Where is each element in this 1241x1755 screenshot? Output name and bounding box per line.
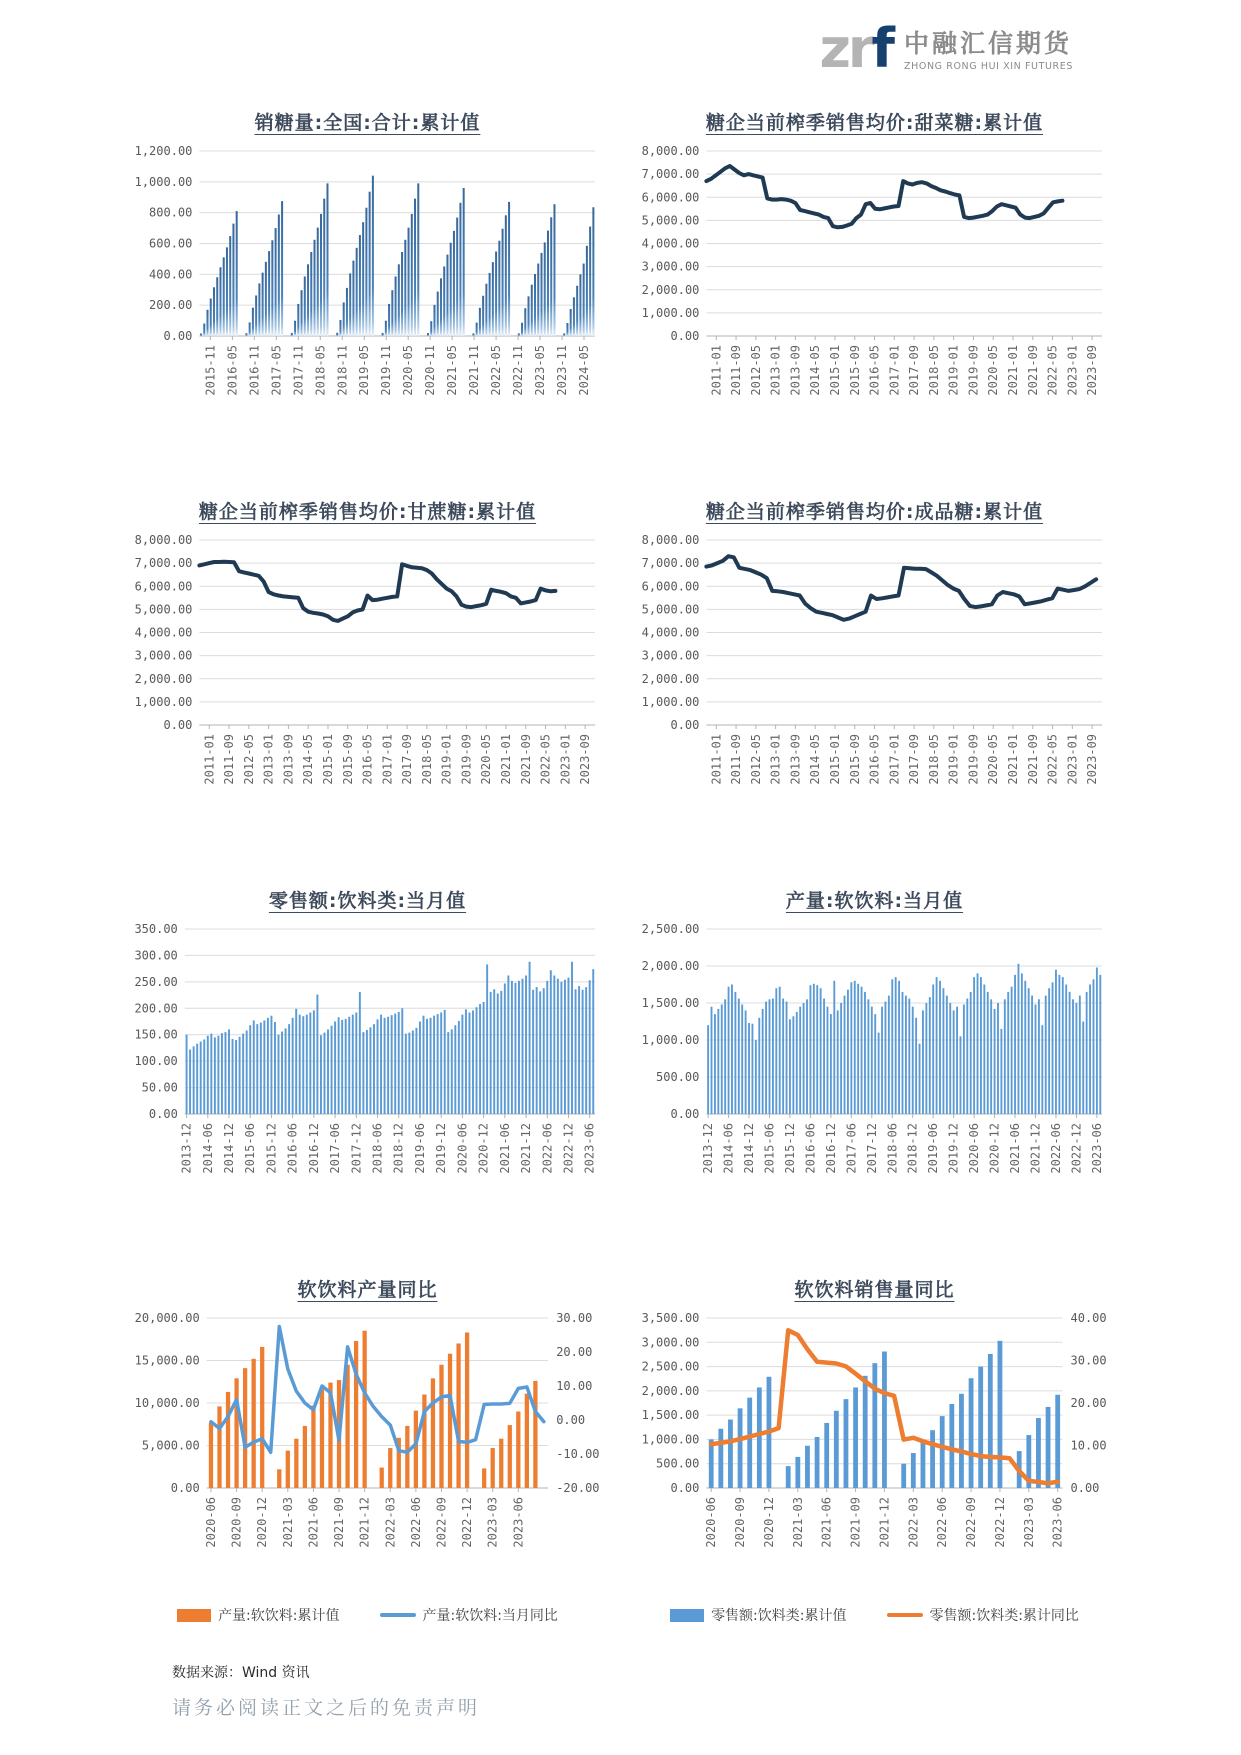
svg-text:5,000.00: 5,000.00 bbox=[141, 1438, 200, 1453]
svg-text:20.00: 20.00 bbox=[556, 1345, 593, 1359]
svg-text:2020-12: 2020-12 bbox=[476, 1123, 491, 1174]
svg-text:1,200.00: 1,200.00 bbox=[134, 144, 193, 158]
chart-soft-drink-output-monthly bbox=[633, 886, 1116, 1209]
chart-svg-5 bbox=[633, 917, 1116, 1209]
svg-text:2020-12: 2020-12 bbox=[761, 1497, 776, 1548]
svg-text:2022-06: 2022-06 bbox=[1048, 1123, 1063, 1174]
svg-text:2014-06: 2014-06 bbox=[200, 1123, 215, 1174]
chart-canvas bbox=[633, 1306, 1116, 1625]
svg-text:5,000.00: 5,000.00 bbox=[641, 602, 700, 617]
chart-svg-2 bbox=[126, 528, 609, 820]
svg-text:2019-12: 2019-12 bbox=[946, 1123, 961, 1174]
svg-text:50.00: 50.00 bbox=[141, 1080, 178, 1095]
svg-text:2019-11: 2019-11 bbox=[379, 345, 394, 396]
chart-svg-7 bbox=[633, 1306, 1116, 1583]
svg-text:2011-09: 2011-09 bbox=[222, 734, 237, 785]
svg-text:2015-09: 2015-09 bbox=[847, 734, 862, 785]
legend-item bbox=[670, 1605, 846, 1625]
svg-text:0.00: 0.00 bbox=[170, 1481, 200, 1495]
svg-text:2023-09: 2023-09 bbox=[578, 734, 593, 785]
svg-text:2016-05: 2016-05 bbox=[360, 734, 375, 785]
svg-text:2,500.00: 2,500.00 bbox=[641, 922, 700, 936]
svg-text:1,000.00: 1,000.00 bbox=[641, 1432, 700, 1447]
svg-text:2021-06: 2021-06 bbox=[306, 1497, 321, 1548]
svg-text:500.00: 500.00 bbox=[656, 1456, 700, 1471]
chart-svg-6 bbox=[126, 1306, 609, 1583]
svg-text:2014-05: 2014-05 bbox=[808, 734, 823, 785]
svg-text:2013-09: 2013-09 bbox=[281, 734, 296, 785]
svg-text:2021-03: 2021-03 bbox=[790, 1497, 805, 1548]
legend-rect-swatch bbox=[670, 1609, 704, 1622]
chart-beet-sugar-avg-price bbox=[633, 108, 1116, 431]
svg-text:3,000.00: 3,000.00 bbox=[641, 259, 700, 274]
svg-text:2023-01: 2023-01 bbox=[1065, 345, 1080, 396]
legend-label: 零售额:饮料类:累计同比 bbox=[929, 1608, 1079, 1624]
svg-text:500.00: 500.00 bbox=[656, 1070, 700, 1084]
svg-text:-10.00: -10.00 bbox=[556, 1447, 600, 1461]
svg-text:2019-06: 2019-06 bbox=[926, 1123, 941, 1174]
svg-text:2020-09: 2020-09 bbox=[733, 1497, 748, 1548]
svg-text:250.00: 250.00 bbox=[134, 974, 178, 989]
svg-text:7,000.00: 7,000.00 bbox=[641, 556, 700, 571]
svg-text:2021-03: 2021-03 bbox=[280, 1497, 295, 1548]
svg-text:2018-12: 2018-12 bbox=[391, 1123, 406, 1174]
svg-text:6,000.00: 6,000.00 bbox=[641, 190, 700, 205]
svg-text:2021-12: 2021-12 bbox=[519, 1123, 534, 1174]
svg-text:2022-09: 2022-09 bbox=[964, 1497, 979, 1548]
svg-text:1,000.00: 1,000.00 bbox=[641, 305, 700, 320]
svg-text:7,000.00: 7,000.00 bbox=[134, 556, 193, 571]
svg-text:2021-09: 2021-09 bbox=[1025, 345, 1040, 396]
svg-text:2022-05: 2022-05 bbox=[489, 345, 504, 396]
chart-refined-sugar-avg-price bbox=[633, 497, 1116, 820]
svg-text:2016-12: 2016-12 bbox=[306, 1123, 321, 1174]
svg-text:2019-06: 2019-06 bbox=[412, 1123, 427, 1174]
svg-text:20,000.00: 20,000.00 bbox=[134, 1311, 200, 1325]
svg-text:2019-01: 2019-01 bbox=[946, 734, 961, 785]
svg-text:2018-12: 2018-12 bbox=[905, 1123, 920, 1174]
svg-text:2011-09: 2011-09 bbox=[729, 734, 744, 785]
svg-text:2020-11: 2020-11 bbox=[423, 345, 438, 396]
svg-text:2022-12: 2022-12 bbox=[1069, 1123, 1084, 1174]
svg-text:2023-06: 2023-06 bbox=[1089, 1123, 1104, 1174]
svg-text:2014-12: 2014-12 bbox=[222, 1123, 237, 1174]
svg-text:2016-12: 2016-12 bbox=[823, 1123, 838, 1174]
chart-sugar-sales-cumulative bbox=[126, 108, 609, 431]
svg-text:7,000.00: 7,000.00 bbox=[641, 167, 700, 182]
svg-text:2019-01: 2019-01 bbox=[946, 345, 961, 396]
legend-label: 零售额:饮料类:累计值 bbox=[711, 1608, 847, 1624]
data-source-text: 数据来源：Wind 资讯 bbox=[172, 1665, 310, 1681]
svg-text:2023-01: 2023-01 bbox=[558, 734, 573, 785]
svg-text:0.00: 0.00 bbox=[670, 1481, 700, 1495]
svg-text:2021-11: 2021-11 bbox=[467, 345, 482, 396]
chart-legend bbox=[633, 1605, 1116, 1625]
svg-text:2,000.00: 2,000.00 bbox=[641, 1383, 700, 1398]
disclaimer-text: 请务必阅读正文之后的免责声明 bbox=[172, 1697, 481, 1719]
svg-text:2020-06: 2020-06 bbox=[455, 1123, 470, 1174]
chart-svg-4 bbox=[126, 917, 609, 1209]
svg-text:30.00: 30.00 bbox=[556, 1311, 593, 1325]
chart-canvas bbox=[633, 917, 1116, 1209]
svg-text:2022-05: 2022-05 bbox=[1045, 734, 1060, 785]
svg-text:800.00: 800.00 bbox=[149, 205, 193, 220]
legend-rect-swatch bbox=[177, 1609, 211, 1622]
chart-canvas bbox=[633, 528, 1116, 820]
svg-text:6,000.00: 6,000.00 bbox=[134, 579, 193, 594]
company-name-en: ZHONG RONG HUI XIN FUTURES bbox=[904, 60, 1073, 72]
chart-cane-sugar-avg-price bbox=[126, 497, 609, 820]
svg-text:2015-01: 2015-01 bbox=[827, 734, 842, 785]
svg-text:5,000.00: 5,000.00 bbox=[134, 602, 193, 617]
svg-text:2017-06: 2017-06 bbox=[844, 1123, 859, 1174]
legend-item bbox=[887, 1605, 1079, 1625]
svg-text:2018-05: 2018-05 bbox=[419, 734, 434, 785]
svg-text:2017-09: 2017-09 bbox=[907, 734, 922, 785]
svg-text:2011-01: 2011-01 bbox=[709, 345, 724, 396]
svg-text:2019-09: 2019-09 bbox=[966, 734, 981, 785]
svg-text:2015-09: 2015-09 bbox=[847, 345, 862, 396]
svg-text:2023-05: 2023-05 bbox=[533, 345, 548, 396]
svg-text:10,000.00: 10,000.00 bbox=[134, 1396, 200, 1410]
svg-text:2013-09: 2013-09 bbox=[788, 734, 803, 785]
svg-text:1,000.00: 1,000.00 bbox=[134, 174, 193, 189]
svg-text:0.00: 0.00 bbox=[148, 1107, 178, 1121]
svg-text:2023-03: 2023-03 bbox=[485, 1497, 500, 1548]
svg-text:0.00: 0.00 bbox=[556, 1413, 586, 1427]
logo-zr-text: zr bbox=[819, 17, 872, 80]
svg-text:2019-12: 2019-12 bbox=[434, 1123, 449, 1174]
svg-text:10.00: 10.00 bbox=[556, 1379, 593, 1393]
svg-text:2012-05: 2012-05 bbox=[748, 734, 763, 785]
svg-text:2015-06: 2015-06 bbox=[243, 1123, 258, 1174]
logo-mark bbox=[819, 17, 893, 80]
chart-title: 产量:软饮料:当月值 bbox=[785, 890, 964, 912]
svg-text:2023-06: 2023-06 bbox=[511, 1497, 526, 1548]
svg-text:2021-12: 2021-12 bbox=[877, 1497, 892, 1548]
svg-text:2019-09: 2019-09 bbox=[459, 734, 474, 785]
svg-text:2018-05: 2018-05 bbox=[313, 345, 328, 396]
chart-canvas bbox=[126, 528, 609, 820]
svg-text:0.00: 0.00 bbox=[670, 718, 700, 732]
svg-text:2021-01: 2021-01 bbox=[498, 734, 513, 785]
chart-beverage-retail-monthly bbox=[126, 886, 609, 1209]
svg-text:0.00: 0.00 bbox=[1070, 1481, 1100, 1495]
svg-text:2018-06: 2018-06 bbox=[370, 1123, 385, 1174]
svg-text:2022-12: 2022-12 bbox=[561, 1123, 576, 1174]
svg-text:2021-09: 2021-09 bbox=[848, 1497, 863, 1548]
svg-text:15,000.00: 15,000.00 bbox=[134, 1353, 200, 1368]
svg-text:2017-06: 2017-06 bbox=[328, 1123, 343, 1174]
svg-text:2020-05: 2020-05 bbox=[479, 734, 494, 785]
svg-text:2023-03: 2023-03 bbox=[1021, 1497, 1036, 1548]
chart-legend bbox=[126, 1605, 609, 1625]
chart-canvas bbox=[126, 917, 609, 1209]
svg-text:2015-12: 2015-12 bbox=[782, 1123, 797, 1174]
svg-text:2017-12: 2017-12 bbox=[864, 1123, 879, 1174]
svg-text:400.00: 400.00 bbox=[149, 267, 193, 282]
logo-f-text: f bbox=[871, 17, 893, 80]
svg-text:2015-01: 2015-01 bbox=[827, 345, 842, 396]
svg-text:2020-06: 2020-06 bbox=[967, 1123, 982, 1174]
svg-text:2020-09: 2020-09 bbox=[229, 1497, 244, 1548]
svg-text:0.00: 0.00 bbox=[670, 329, 700, 343]
svg-text:150.00: 150.00 bbox=[134, 1027, 178, 1042]
svg-text:300.00: 300.00 bbox=[134, 948, 178, 963]
logo-names bbox=[904, 20, 1073, 72]
svg-text:2016-11: 2016-11 bbox=[247, 345, 262, 396]
svg-text:2021-09: 2021-09 bbox=[518, 734, 533, 785]
chart-soft-drink-output-yoy bbox=[126, 1275, 609, 1625]
svg-text:2016-06: 2016-06 bbox=[285, 1123, 300, 1174]
chart-canvas bbox=[126, 1306, 609, 1625]
svg-text:2021-06: 2021-06 bbox=[1008, 1123, 1023, 1174]
svg-text:2015-11: 2015-11 bbox=[203, 345, 218, 396]
svg-text:2016-05: 2016-05 bbox=[867, 345, 882, 396]
legend-line-swatch bbox=[887, 1613, 923, 1617]
svg-text:2018-06: 2018-06 bbox=[885, 1123, 900, 1174]
svg-text:10.00: 10.00 bbox=[1070, 1438, 1107, 1453]
chart-svg-3 bbox=[633, 528, 1116, 820]
svg-text:2019-05: 2019-05 bbox=[357, 345, 372, 396]
svg-text:1,500.00: 1,500.00 bbox=[641, 996, 700, 1010]
chart-canvas bbox=[126, 139, 609, 431]
svg-text:2022-03: 2022-03 bbox=[383, 1497, 398, 1548]
svg-text:2018-11: 2018-11 bbox=[335, 345, 350, 396]
svg-text:2021-12: 2021-12 bbox=[357, 1497, 372, 1548]
chart-canvas bbox=[633, 139, 1116, 431]
chart-svg-1 bbox=[633, 139, 1116, 431]
svg-text:4,000.00: 4,000.00 bbox=[641, 625, 700, 640]
svg-text:2011-01: 2011-01 bbox=[709, 734, 724, 785]
svg-text:2019-01: 2019-01 bbox=[439, 734, 454, 785]
svg-text:600.00: 600.00 bbox=[149, 236, 193, 251]
svg-text:0.00: 0.00 bbox=[163, 329, 193, 343]
svg-text:2019-09: 2019-09 bbox=[966, 345, 981, 396]
svg-text:2022-05: 2022-05 bbox=[1045, 345, 1060, 396]
company-name-cn: 中融汇信期货 bbox=[904, 29, 1073, 58]
svg-text:2020-12: 2020-12 bbox=[987, 1123, 1002, 1174]
chart-title: 糖企当前榨季销售均价:甜菜糖:累计值 bbox=[705, 112, 1044, 134]
svg-text:2014-05: 2014-05 bbox=[808, 345, 823, 396]
svg-text:2018-05: 2018-05 bbox=[926, 734, 941, 785]
svg-text:2,000.00: 2,000.00 bbox=[641, 959, 700, 973]
svg-text:2013-01: 2013-01 bbox=[261, 734, 276, 785]
svg-text:2017-01: 2017-01 bbox=[887, 734, 902, 785]
svg-text:2022-06: 2022-06 bbox=[540, 1123, 555, 1174]
company-logo bbox=[819, 17, 1073, 80]
svg-text:2023-01: 2023-01 bbox=[1065, 734, 1080, 785]
svg-text:2,000.00: 2,000.00 bbox=[641, 282, 700, 297]
svg-text:2023-06: 2023-06 bbox=[582, 1123, 597, 1174]
svg-text:8,000.00: 8,000.00 bbox=[641, 144, 700, 158]
svg-text:2020-05: 2020-05 bbox=[986, 734, 1001, 785]
svg-text:2011-01: 2011-01 bbox=[202, 734, 217, 785]
svg-text:2013-01: 2013-01 bbox=[768, 734, 783, 785]
svg-text:200.00: 200.00 bbox=[134, 1001, 178, 1016]
svg-text:1,500.00: 1,500.00 bbox=[641, 1408, 700, 1423]
svg-text:4,000.00: 4,000.00 bbox=[641, 236, 700, 251]
svg-text:2024-05: 2024-05 bbox=[577, 345, 592, 396]
svg-text:2023-09: 2023-09 bbox=[1085, 345, 1100, 396]
svg-text:2014-12: 2014-12 bbox=[742, 1123, 757, 1174]
svg-text:2017-09: 2017-09 bbox=[907, 345, 922, 396]
svg-text:2017-01: 2017-01 bbox=[380, 734, 395, 785]
chart-svg-0 bbox=[126, 139, 609, 431]
svg-text:3,000.00: 3,000.00 bbox=[134, 648, 193, 663]
svg-text:2021-06: 2021-06 bbox=[819, 1497, 834, 1548]
svg-text:2020-06: 2020-06 bbox=[704, 1497, 719, 1548]
svg-text:3,500.00: 3,500.00 bbox=[641, 1311, 700, 1325]
svg-text:2016-05: 2016-05 bbox=[225, 345, 240, 396]
svg-text:2021-12: 2021-12 bbox=[1028, 1123, 1043, 1174]
charts-grid bbox=[126, 108, 1116, 1625]
svg-text:2020-05: 2020-05 bbox=[986, 345, 1001, 396]
svg-text:1,000.00: 1,000.00 bbox=[641, 1033, 700, 1047]
svg-text:2016-05: 2016-05 bbox=[867, 734, 882, 785]
svg-text:2022-11: 2022-11 bbox=[511, 345, 526, 396]
chart-title: 糖企当前榨季销售均价:甘蔗糖:累计值 bbox=[198, 501, 537, 523]
svg-text:2017-11: 2017-11 bbox=[291, 345, 306, 396]
svg-text:2022-05: 2022-05 bbox=[538, 734, 553, 785]
svg-text:8,000.00: 8,000.00 bbox=[641, 533, 700, 547]
legend-label: 产量:软饮料:累计值 bbox=[218, 1608, 340, 1624]
svg-text:2015-01: 2015-01 bbox=[320, 734, 335, 785]
svg-text:2020-12: 2020-12 bbox=[255, 1497, 270, 1548]
svg-text:100.00: 100.00 bbox=[134, 1054, 178, 1069]
svg-text:2021-09: 2021-09 bbox=[332, 1497, 347, 1548]
svg-text:4,000.00: 4,000.00 bbox=[134, 625, 193, 640]
svg-text:2013-12: 2013-12 bbox=[179, 1123, 194, 1174]
svg-text:2017-12: 2017-12 bbox=[349, 1123, 364, 1174]
svg-text:2,000.00: 2,000.00 bbox=[641, 671, 700, 686]
svg-text:200.00: 200.00 bbox=[149, 298, 193, 313]
svg-text:2022-06: 2022-06 bbox=[408, 1497, 423, 1548]
svg-text:2022-09: 2022-09 bbox=[434, 1497, 449, 1548]
svg-text:6,000.00: 6,000.00 bbox=[641, 579, 700, 594]
svg-text:2,000.00: 2,000.00 bbox=[134, 671, 193, 686]
svg-text:0.00: 0.00 bbox=[163, 718, 193, 732]
svg-text:2014-06: 2014-06 bbox=[721, 1123, 736, 1174]
svg-text:2023-06: 2023-06 bbox=[1050, 1497, 1065, 1548]
svg-text:8,000.00: 8,000.00 bbox=[134, 533, 193, 547]
chart-title: 软饮料销售量同比 bbox=[794, 1279, 955, 1301]
svg-text:2016-06: 2016-06 bbox=[803, 1123, 818, 1174]
legend-item bbox=[380, 1605, 558, 1625]
chart-title: 糖企当前榨季销售均价:成品糖:累计值 bbox=[705, 501, 1044, 523]
svg-text:2015-06: 2015-06 bbox=[762, 1123, 777, 1174]
svg-text:1,000.00: 1,000.00 bbox=[134, 694, 193, 709]
legend-label: 产量:软饮料:当月同比 bbox=[422, 1608, 558, 1624]
svg-text:350.00: 350.00 bbox=[134, 922, 178, 936]
svg-text:2017-09: 2017-09 bbox=[400, 734, 415, 785]
chart-title: 零售额:饮料类:当月值 bbox=[268, 890, 467, 912]
svg-text:2021-06: 2021-06 bbox=[497, 1123, 512, 1174]
svg-text:2023-09: 2023-09 bbox=[1085, 734, 1100, 785]
svg-text:2022-12: 2022-12 bbox=[992, 1497, 1007, 1548]
svg-text:2022-03: 2022-03 bbox=[906, 1497, 921, 1548]
svg-text:1,000.00: 1,000.00 bbox=[641, 694, 700, 709]
svg-text:2015-09: 2015-09 bbox=[340, 734, 355, 785]
svg-text:2013-09: 2013-09 bbox=[788, 345, 803, 396]
svg-text:30.00: 30.00 bbox=[1070, 1353, 1107, 1368]
chart-soft-drink-sales-yoy bbox=[633, 1275, 1116, 1625]
svg-text:20.00: 20.00 bbox=[1070, 1396, 1107, 1410]
chart-title: 软饮料产量同比 bbox=[297, 1279, 438, 1301]
legend-item bbox=[177, 1605, 339, 1625]
page-footer bbox=[172, 1662, 480, 1720]
svg-text:2022-12: 2022-12 bbox=[460, 1497, 475, 1548]
svg-text:2011-09: 2011-09 bbox=[729, 345, 744, 396]
svg-text:2014-05: 2014-05 bbox=[301, 734, 316, 785]
svg-text:2020-06: 2020-06 bbox=[203, 1497, 218, 1548]
svg-text:2021-01: 2021-01 bbox=[1005, 345, 1020, 396]
svg-text:-20.00: -20.00 bbox=[556, 1481, 600, 1495]
svg-text:2013-12: 2013-12 bbox=[701, 1123, 716, 1174]
svg-text:2023-11: 2023-11 bbox=[555, 345, 570, 396]
svg-text:2021-01: 2021-01 bbox=[1005, 734, 1020, 785]
svg-text:2018-05: 2018-05 bbox=[926, 345, 941, 396]
svg-text:3,000.00: 3,000.00 bbox=[641, 648, 700, 663]
svg-text:2021-05: 2021-05 bbox=[445, 345, 460, 396]
svg-text:5,000.00: 5,000.00 bbox=[641, 213, 700, 228]
legend-line-swatch bbox=[380, 1613, 416, 1617]
svg-text:2017-05: 2017-05 bbox=[269, 345, 284, 396]
svg-text:2,500.00: 2,500.00 bbox=[641, 1359, 700, 1374]
svg-text:2013-01: 2013-01 bbox=[768, 345, 783, 396]
svg-text:2020-05: 2020-05 bbox=[401, 345, 416, 396]
svg-text:40.00: 40.00 bbox=[1070, 1311, 1107, 1325]
svg-text:2021-09: 2021-09 bbox=[1025, 734, 1040, 785]
chart-title: 销糖量:全国:合计:累计值 bbox=[254, 112, 481, 134]
svg-text:3,000.00: 3,000.00 bbox=[641, 1335, 700, 1350]
svg-text:2022-06: 2022-06 bbox=[935, 1497, 950, 1548]
svg-text:2015-12: 2015-12 bbox=[264, 1123, 279, 1174]
svg-text:2012-05: 2012-05 bbox=[241, 734, 256, 785]
svg-text:2017-01: 2017-01 bbox=[887, 345, 902, 396]
svg-text:2012-05: 2012-05 bbox=[748, 345, 763, 396]
svg-text:0.00: 0.00 bbox=[670, 1107, 700, 1121]
